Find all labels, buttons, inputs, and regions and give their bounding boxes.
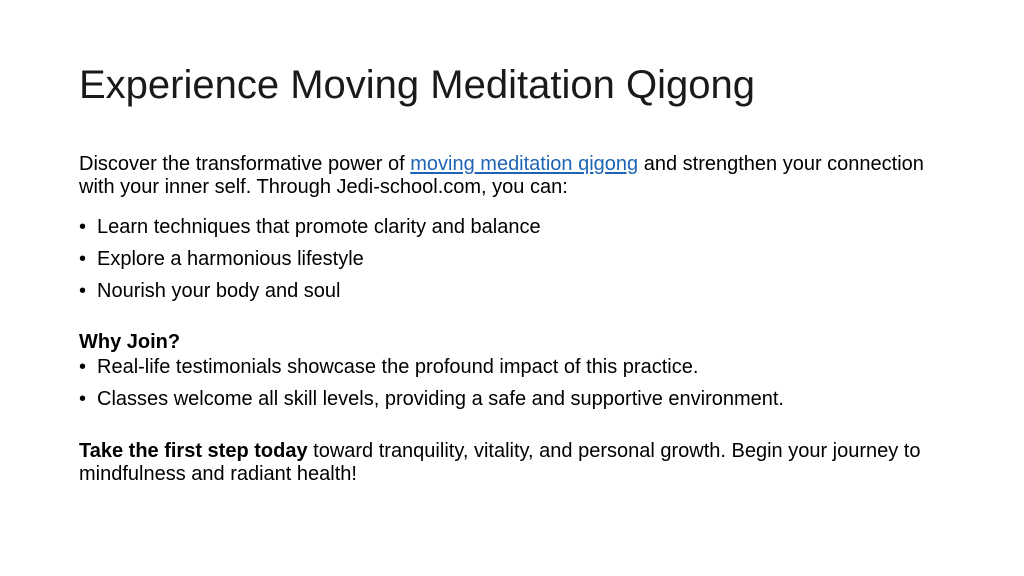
benefit-text: Nourish your body and soul	[97, 280, 341, 302]
slide-title: Experience Moving Meditation Qigong	[79, 63, 755, 107]
bullet-icon: •	[79, 248, 87, 270]
why-join-list	[79, 356, 929, 411]
list-item	[79, 248, 929, 271]
benefits-list	[79, 216, 929, 303]
intro-text-before-link: Discover the transformative power of	[79, 153, 411, 175]
list-item	[79, 356, 929, 379]
moving-meditation-qigong-link[interactable]: moving meditation qigong	[410, 153, 639, 175]
cta-text: toward tranquility, vitality, and personal growth. Begin your journey to mindfulness and radiant health!	[79, 440, 921, 485]
why-join-heading: Why Join?	[79, 331, 181, 353]
slide-body	[79, 153, 929, 486]
list-item	[79, 388, 929, 411]
bullet-icon: •	[79, 356, 87, 378]
intro-text-after-link: and strengthen your connection with your inner self. Through Jedi-school.com, you can:	[79, 153, 924, 198]
why-join-text: Real-life testimonials showcase the profound impact of this practice.	[97, 356, 699, 378]
list-item	[79, 216, 929, 239]
why-join-text: Classes welcome all skill levels, providing a safe and supportive environment.	[97, 388, 784, 410]
call-to-action-paragraph	[79, 440, 929, 486]
bullet-icon: •	[79, 388, 87, 410]
bullet-icon: •	[79, 280, 87, 302]
list-item	[79, 280, 929, 303]
bullet-icon: •	[79, 216, 87, 238]
benefit-text: Explore a harmonious lifestyle	[97, 248, 364, 270]
intro-paragraph	[79, 153, 929, 199]
benefit-text: Learn techniques that promote clarity and balance	[97, 216, 541, 238]
cta-bold-text: Take the first step today	[79, 440, 308, 462]
